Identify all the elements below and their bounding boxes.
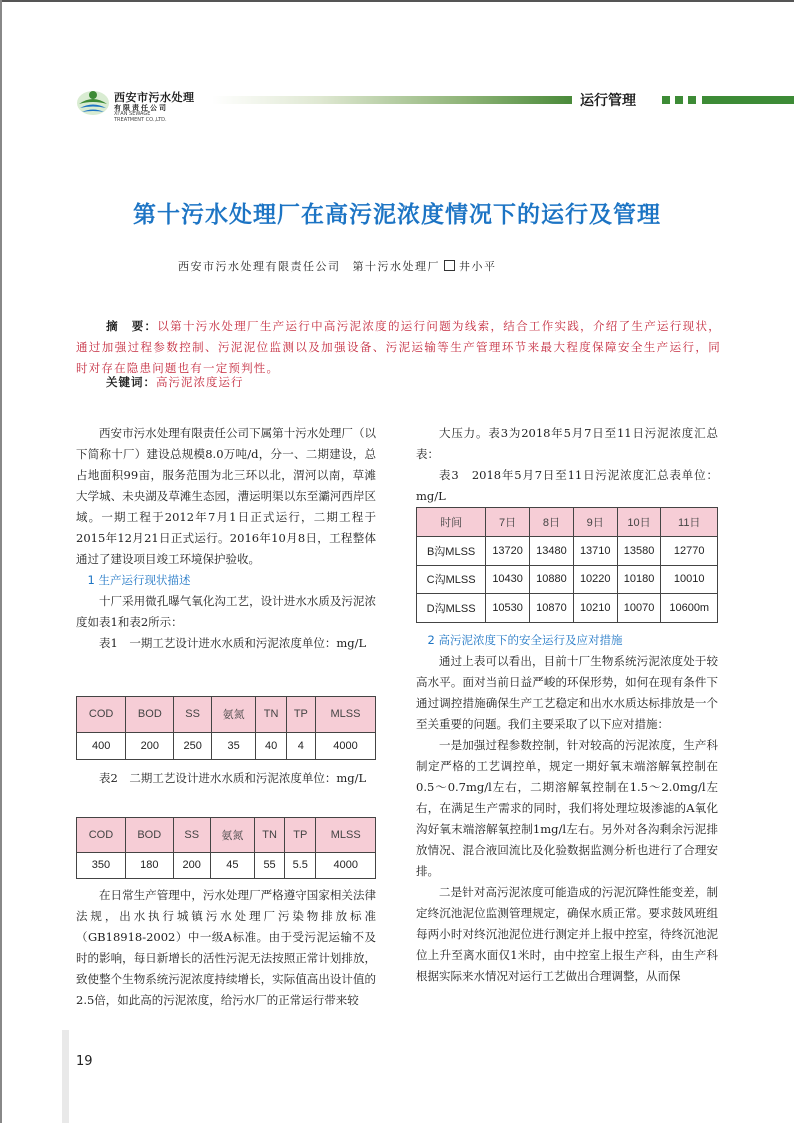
left-column-bottom bbox=[76, 885, 376, 1011]
table-cell: 40 bbox=[256, 732, 286, 759]
table-cell: 10220 bbox=[573, 565, 617, 594]
table-cell: 5.5 bbox=[285, 852, 316, 878]
page-border-top bbox=[0, 0, 794, 2]
separator-box-icon bbox=[444, 260, 455, 271]
table-header-cell: 11日 bbox=[661, 508, 718, 537]
table-cell: 180 bbox=[125, 852, 173, 878]
table-cell: B沟MLSS bbox=[417, 536, 486, 565]
table-header-cell: 10日 bbox=[617, 508, 661, 537]
table-cell: 200 bbox=[173, 852, 210, 878]
table-header-cell: 时间 bbox=[417, 508, 486, 537]
table-cell: 200 bbox=[126, 732, 174, 759]
table-3 bbox=[416, 507, 718, 623]
keywords-text: 高污泥浓度运行 bbox=[156, 375, 244, 389]
table-cell: 10880 bbox=[530, 565, 574, 594]
section-heading-2: 2 高污泥浓度下的安全运行及应对措施 bbox=[427, 633, 623, 647]
table-header-cell: SS bbox=[174, 697, 211, 733]
table-cell: 10010 bbox=[661, 565, 718, 594]
paragraph: 大压力。表3为2018年5月7日至11日污泥浓度汇总表： bbox=[416, 426, 718, 461]
table-caption: 表2 二期工艺设计进水水质和污泥浓度单位：mg/L bbox=[99, 771, 367, 785]
paragraph: 二是针对高污泥浓度可能造成的污泥沉降性能变差，制定终沉池泥位监测管理规定，确保水质正常。要求鼓风班组每两小时对终沉池泥位进行测定并上报中控室，待终沉池泥位上升至离水面仅1米时，由中控室上报生产科，由生产科根据实际来水情况对运行工艺做出合理调整，从而保 bbox=[416, 885, 718, 983]
author-organization: 西安市污水处理有限责任公司 bbox=[178, 260, 341, 273]
abstract-label: 摘 要： bbox=[106, 319, 158, 333]
table-header-cell: 7日 bbox=[486, 508, 530, 537]
table-row bbox=[417, 565, 718, 594]
table-cell: C沟MLSS bbox=[417, 565, 486, 594]
header-end-bar bbox=[702, 96, 794, 104]
table-cell: 10210 bbox=[573, 594, 617, 623]
table-cell: 13720 bbox=[486, 536, 530, 565]
table-cell: 13480 bbox=[530, 536, 574, 565]
table-header-cell: MLSS bbox=[316, 818, 376, 853]
article-authors bbox=[178, 258, 497, 274]
table-header-row bbox=[77, 818, 376, 853]
table-header-cell: 8日 bbox=[530, 508, 574, 537]
table-cell: 10180 bbox=[617, 565, 661, 594]
table-cell: 4000 bbox=[316, 852, 376, 878]
table-header-cell: MLSS bbox=[315, 697, 375, 733]
paragraph: 十厂采用微孔曝气氧化沟工艺，设计进水水质及污泥浓度如表1和表2所示： bbox=[76, 594, 376, 629]
header-square-decoration bbox=[662, 96, 670, 104]
abstract-text: 以第十污水处理厂生产运行中高污泥浓度的运行问题为线索，结合工作实践，介绍了生产运行现状，通过加强过程参数控制、污泥泥位监测以及加强设备、污泥运输等生产管理环节来最大程度保障安全生产运行，同时对存在隐患问题也有一定预判性。 bbox=[76, 319, 721, 375]
table-header-cell: COD bbox=[77, 818, 126, 853]
paragraph: 通过上表可以看出，目前十厂生物系统污泥浓度处于较高水平。面对当前日益严峻的环保形势，如何在现有条件下通过调控措施确保生产工艺稳定和出水水质达标排放是一个至关重要的问题。我们主要采取了以下应对措施： bbox=[416, 654, 718, 731]
table-header-row bbox=[77, 697, 376, 733]
table-cell: 250 bbox=[174, 732, 211, 759]
table-cell: 13710 bbox=[573, 536, 617, 565]
table-cell: 10530 bbox=[486, 594, 530, 623]
abstract bbox=[76, 316, 721, 379]
left-column-top bbox=[76, 423, 376, 654]
table-cell: D沟MLSS bbox=[417, 594, 486, 623]
table-cell: 45 bbox=[210, 852, 254, 878]
table-1 bbox=[76, 696, 376, 760]
table-cell: 10870 bbox=[530, 594, 574, 623]
keywords-label: 关键词： bbox=[106, 375, 156, 389]
right-column-bottom bbox=[416, 630, 718, 987]
table-cell: 55 bbox=[255, 852, 285, 878]
paragraph: 一是加强过程参数控制，针对较高的污泥浓度，生产科制定严格的工艺调控单，规定一期好氧末端溶解氧控制在0.5～0.7mg/l左右，二期溶解氧控制在1.5～2.0mg/l左右，在满足生产需求的同时，我们将处理垃圾渗滤的A氧化沟好氧末端溶解氧控制1mg/l左右。另外对各沟剩余污泥排放情况、混合液回流比及化验数据监测分析也进行了合理安排。 bbox=[416, 738, 718, 878]
company-logo-sub: 有限责任公司 bbox=[114, 104, 168, 112]
table-2-caption-block bbox=[76, 768, 376, 789]
keywords bbox=[106, 374, 244, 390]
section-heading-1: 1 生产运行现状描述 bbox=[87, 573, 191, 587]
table-cell: 400 bbox=[77, 732, 126, 759]
table-cell: 13580 bbox=[617, 536, 661, 565]
company-logo-icon bbox=[76, 86, 110, 116]
article-title: 第十污水处理厂在高污泥浓度情况下的运行及管理 bbox=[133, 202, 661, 228]
table-row bbox=[417, 594, 718, 623]
table-row bbox=[77, 852, 376, 878]
table-header-cell: TP bbox=[285, 818, 316, 853]
page-border-left bbox=[0, 0, 2, 1123]
table-row bbox=[417, 536, 718, 565]
table-row bbox=[77, 732, 376, 759]
table-cell: 12770 bbox=[661, 536, 718, 565]
table-header-cell: COD bbox=[77, 697, 126, 733]
table-cell: 4000 bbox=[315, 732, 375, 759]
header-square-decoration bbox=[688, 96, 696, 104]
header-gradient-bar bbox=[212, 96, 572, 104]
table-header-cell: 氨氮 bbox=[210, 818, 254, 853]
table-header-cell: TN bbox=[256, 697, 286, 733]
table-cell: 350 bbox=[77, 852, 126, 878]
table-header-cell: 氨氮 bbox=[211, 697, 256, 733]
header-square-decoration bbox=[675, 96, 683, 104]
page-number: 19 bbox=[76, 1054, 93, 1069]
table-header-row bbox=[417, 508, 718, 537]
table-cell: 10600m bbox=[661, 594, 718, 623]
section-title: 运行管理 bbox=[580, 93, 636, 109]
author-plant: 第十污水处理厂 bbox=[352, 260, 440, 273]
intro-paragraph: 西安市污水处理有限责任公司下属第十污水处理厂（以下简称十厂）建设总规模8.0万吨/d，分一、二期建设，总占地面积99亩，服务范围为北三环以北，渭河以南，草滩大学城、未央湖及草滩生态园，漕运明渠以东至灞河西岸区域。一期工程于2012年7月1日正式运行，二期工程于2015年12月21日正式运行。2016年10月8日，工程整体通过了建设项目竣工环境保护验收。 bbox=[76, 426, 376, 566]
page-edge-strip bbox=[62, 1030, 69, 1123]
author-name: 井小平 bbox=[459, 260, 497, 273]
table-caption: 表1 一期工艺设计进水水质和污泥浓度单位：mg/L bbox=[99, 636, 367, 650]
table-header-cell: TN bbox=[255, 818, 285, 853]
table-header-cell: BOD bbox=[126, 697, 174, 733]
paragraph: 在日常生产管理中，污水处理厂严格遵守国家相关法律法规，出水执行城镇污水处理厂污染物排放标准（GB18918-2002）中一级A标准。由于受污泥运输不及时的影响，每日新增长的活性污泥无法按照正常计划排放，致使整个生物系统污泥浓度持续增长，实际值高出设计值的2.5倍，如此高的污泥浓度，给污水厂的正常运行带来较 bbox=[76, 888, 376, 1007]
table-2 bbox=[76, 817, 376, 879]
table-caption: 表3 2018年5月7日至11日污泥浓度汇总表单位：mg/L bbox=[416, 468, 718, 503]
right-column-top bbox=[416, 423, 718, 507]
table-header-cell: BOD bbox=[125, 818, 173, 853]
table-header-cell: SS bbox=[173, 818, 210, 853]
company-logo-name: 西安市污水处理 bbox=[114, 91, 195, 104]
table-header-cell: 9日 bbox=[573, 508, 617, 537]
company-logo-english: XI'AN SEWAGE TREATMENT CO.,LTD. bbox=[114, 111, 167, 123]
table-cell: 4 bbox=[286, 732, 315, 759]
table-cell: 10430 bbox=[486, 565, 530, 594]
table-cell: 35 bbox=[211, 732, 256, 759]
table-cell: 10070 bbox=[617, 594, 661, 623]
table-header-cell: TP bbox=[286, 697, 315, 733]
